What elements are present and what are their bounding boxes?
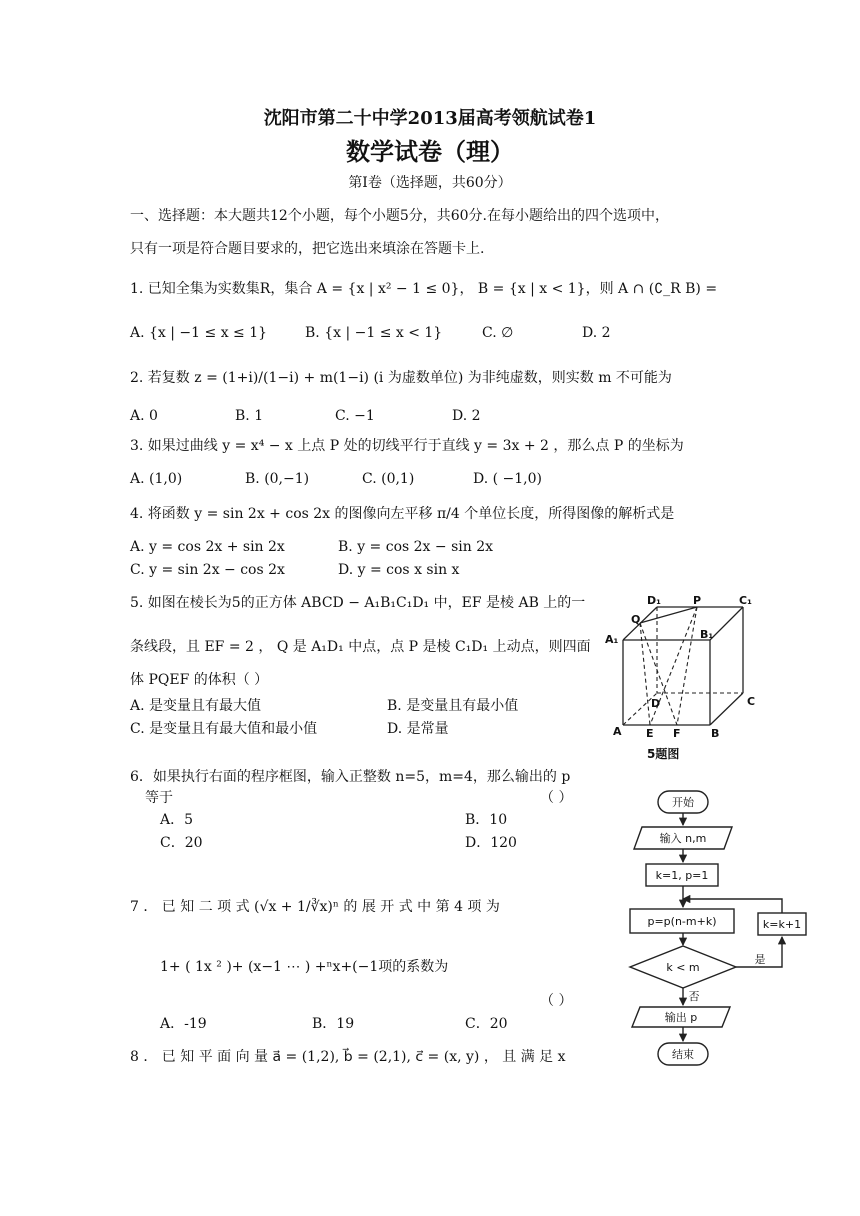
q4-option-c: C. y = sin 2x − cos 2x (130, 562, 285, 578)
q6-stem-line2: 等于 (145, 790, 173, 806)
q8-stem-line1: 8 ． 已 知 平 面 向 量 a⃗ = (1,2), b⃗ = (2,1), c⃗ = (x, y) ， 且 满 足 x (130, 1049, 566, 1065)
q6-option-a: A．5 (160, 812, 194, 828)
label-A: A (613, 725, 622, 738)
flow-input-label: 输入 n,m (659, 832, 707, 845)
q1-option-b: B. {x | −1 ≤ x < 1} (305, 325, 443, 341)
label-F: F (673, 727, 681, 740)
q6-option-d: D．120 (465, 835, 517, 851)
q4-option-a: A. y = cos 2x + sin 2x (130, 539, 285, 555)
q6-answer-blank: （ ） (540, 790, 573, 806)
q5-stem-line1: 5. 如图在棱长为5的正方体 ABCD − A₁B₁C₁D₁ 中，EF 是棱 AB 上的一 (130, 595, 586, 611)
edge-B1C1 (710, 607, 743, 640)
flow-output-label: 输出 p (664, 1011, 698, 1024)
q7-option-c: C．20 (465, 1016, 508, 1032)
segment-PF (677, 607, 697, 725)
q5-stem-line2: 条线段，且 EF = 2 ， Q 是 A₁D₁ 中点，点 P 是棱 C₁D₁ 上动点，则四面 (130, 639, 591, 655)
q5-option-d: D. 是常量 (387, 721, 449, 737)
q2-option-d: D. 2 (452, 408, 481, 424)
q2-stem: 2. 若复数 z = (1+i)/(1−i) + m(1−i) (i 为虚数单位) 为非纯虚数，则实数 m 不可能为 (130, 370, 672, 386)
q3-option-d: D. ( −1,0) (473, 471, 542, 487)
q1-option-d: D. 2 (582, 325, 611, 341)
q7-option-b: B．19 (312, 1016, 355, 1032)
q2-option-b: B. 1 (235, 408, 264, 424)
q1-stem: 1. 已知全集为实数集R，集合 A = {x | x² − 1 ≤ 0}， B = {x | x < 1}，则 A ∩ (∁_R B) = (130, 281, 718, 297)
q1-option-c: C. ∅ (482, 325, 514, 341)
label-E: E (646, 727, 654, 740)
q7-answer-blank: （ ） (540, 993, 573, 1009)
q5-option-a: A. 是变量且有最大值 (130, 698, 262, 714)
q6-option-b: B．10 (465, 812, 508, 828)
q2-option-c: C. −1 (335, 408, 375, 424)
q6-stem-line1: 6．如果执行右面的程序框图，输入正整数 n=5，m=4，那么输出的 p (130, 769, 571, 785)
flow-increment-label: k=k+1 (762, 918, 802, 931)
school-title: 沈阳市第二十中学2013届高考领航试卷1 (263, 108, 597, 129)
label-D1: D₁ (647, 595, 661, 607)
exam-title: 数学试卷（理） (346, 137, 514, 166)
edge-BC (710, 693, 743, 725)
label-P: P (693, 595, 702, 607)
label-C1: C₁ (739, 595, 752, 607)
label-D: D (651, 697, 661, 710)
q5-option-b: B. 是变量且有最小值 (387, 698, 519, 714)
section-instruction-line1: 一、选择题：本大题共12个小题，每个小题5分，共60分.在每小题给出的四个选项中， (130, 208, 669, 224)
q4-stem: 4. 将函数 y = sin 2x + cos 2x 的图像向左平移 π/4 个单位长度，所得图像的解析式是 (130, 506, 675, 522)
label-C: C (747, 695, 756, 708)
q7-stem-line2: 1+ ( 1x ² )+ (x−1 ⋯ ) +ⁿx+(−1项的系数为 (160, 959, 449, 975)
cube-figure (605, 595, 765, 740)
flowchart (620, 785, 810, 1070)
q3-option-a: A. (1,0) (130, 471, 183, 487)
section-instruction-line2: 只有一项是符合题目要求的，把它选出来填涂在答题卡上. (130, 241, 485, 257)
label-A1: A₁ (605, 633, 619, 646)
flow-init-label: k=1, p=1 (655, 869, 709, 882)
q7-option-a: A．-19 (160, 1016, 207, 1032)
q5-stem-line3: 体 PQEF 的体积（ ） (130, 672, 269, 688)
flow-no-label: 否 (688, 990, 700, 1003)
flow-start-label: 开始 (672, 796, 694, 809)
flow-end-label: 结束 (672, 1048, 694, 1061)
flow-condition-label: k < m (666, 961, 700, 974)
q7-stem-line1: 7 ． 已 知 二 项 式 (√x + 1/∛x)ⁿ 的 展 开 式 中 第 4 项 为 (130, 899, 500, 915)
flow-yes-label: 是 (754, 953, 766, 966)
q3-stem: 3. 如果过曲线 y = x⁴ − x 上点 P 处的切线平行于直线 y = 3x + 2 ，那么点 P 的坐标为 (130, 438, 684, 454)
q5-option-c: C. 是变量且有最大值和最小值 (130, 721, 318, 737)
q3-option-c: C. (0,1) (362, 471, 415, 487)
label-B1: B₁ (700, 628, 714, 641)
q4-option-d: D. y = cos x sin x (338, 562, 460, 578)
volume-subtitle: 第Ⅰ卷（选择题，共60分） (348, 175, 512, 191)
q1-option-a: A. {x | −1 ≤ x ≤ 1} (130, 325, 268, 341)
q6-option-c: C．20 (160, 835, 203, 851)
q2-option-a: A. 0 (130, 408, 158, 424)
q3-option-b: B. (0,−1) (245, 471, 310, 487)
cube-figure-caption: 5题图 (647, 747, 680, 761)
label-Q: Q (631, 613, 641, 626)
flow-process-label: p=p(n-m+k) (647, 915, 717, 928)
q4-option-b: B. y = cos 2x − sin 2x (338, 539, 493, 555)
label-B: B (711, 727, 720, 740)
